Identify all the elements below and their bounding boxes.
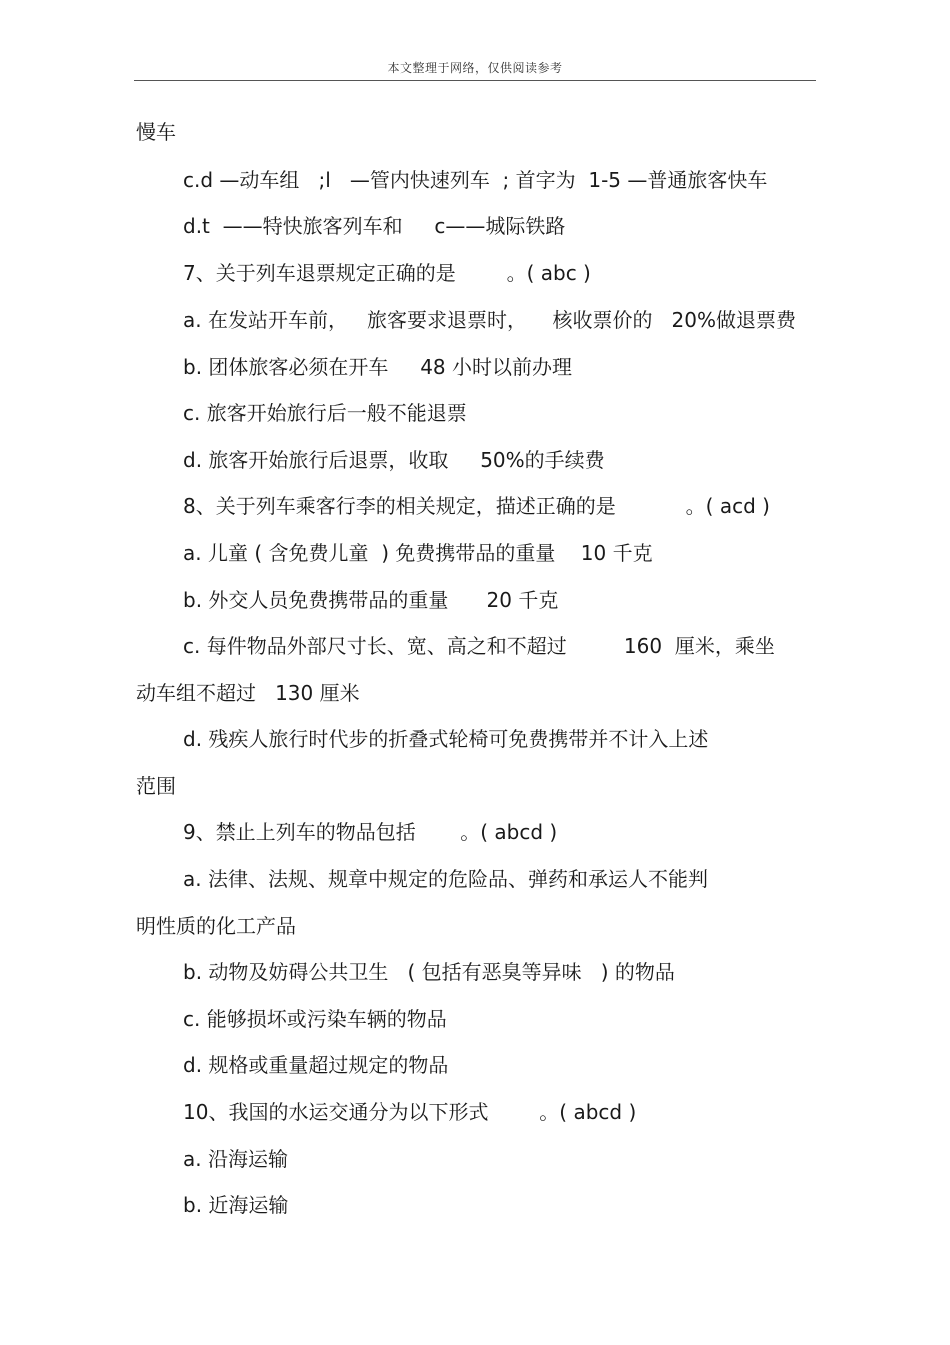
text-line-slow-train: 慢车 (136, 120, 176, 144)
q7-option-d: d. 旅客开始旅行后退票，收取 50%的手续费 (183, 448, 605, 472)
q8-option-d: d. 残疾人旅行时代步的折叠式轮椅可免费携带并不计入上述 (183, 727, 709, 751)
question-9: 9、禁止上列车的物品包括 。( abcd ) (183, 820, 558, 844)
text-line-train-codes-2: d.t ——特快旅客列车和 c——城际铁路 (183, 214, 566, 238)
question-7: 7、关于列车退票规定正确的是 。( abc ) (183, 261, 591, 285)
page-header: 本文整理于网络，仅供阅读参考 (387, 61, 563, 75)
q7-option-a: a. 在发站开车前， 旅客要求退票时， 核收票价的 20%做退票费 (183, 308, 796, 332)
text-line-train-codes-1: c.d —动车组 ;l —管内快速列车 ; 首字为 1-5 —普通旅客快车 (183, 168, 768, 192)
question-8: 8、关于列车乘客行李的相关规定，描述正确的是 。( acd ) (183, 494, 770, 518)
header-divider (134, 80, 816, 81)
question-10: 10、我国的水运交通分为以下形式 。( abcd ) (183, 1100, 637, 1124)
q8-option-b: b. 外交人员免费携带品的重量 20 千克 (183, 588, 559, 612)
q9-option-c: c. 能够损坏或污染车辆的物品 (183, 1007, 447, 1031)
q8-option-c: c. 每件物品外部尺寸长、宽、高之和不超过 160 厘米，乘坐 (183, 634, 775, 658)
q8-option-d-continued: 范围 (136, 774, 176, 798)
q10-option-b: b. 近海运输 (183, 1193, 289, 1217)
q7-option-c: c. 旅客开始旅行后一般不能退票 (183, 401, 467, 425)
q8-option-c-continued: 动车组不超过 130 厘米 (136, 681, 360, 705)
q9-option-d: d. 规格或重量超过规定的物品 (183, 1053, 449, 1077)
q8-option-a: a. 儿童 ( 含免费儿童 ) 免费携带品的重量 10 千克 (183, 541, 653, 565)
q9-option-a: a. 法律、法规、规章中规定的危险品、弹药和承运人不能判 (183, 867, 708, 891)
q9-option-a-continued: 明性质的化工产品 (136, 914, 296, 938)
q10-option-a: a. 沿海运输 (183, 1147, 288, 1171)
q9-option-b: b. 动物及妨碍公共卫生 ( 包括有恶臭等异味 ) 的物品 (183, 960, 675, 984)
q7-option-b: b. 团体旅客必须在开车 48 小时以前办理 (183, 355, 573, 379)
